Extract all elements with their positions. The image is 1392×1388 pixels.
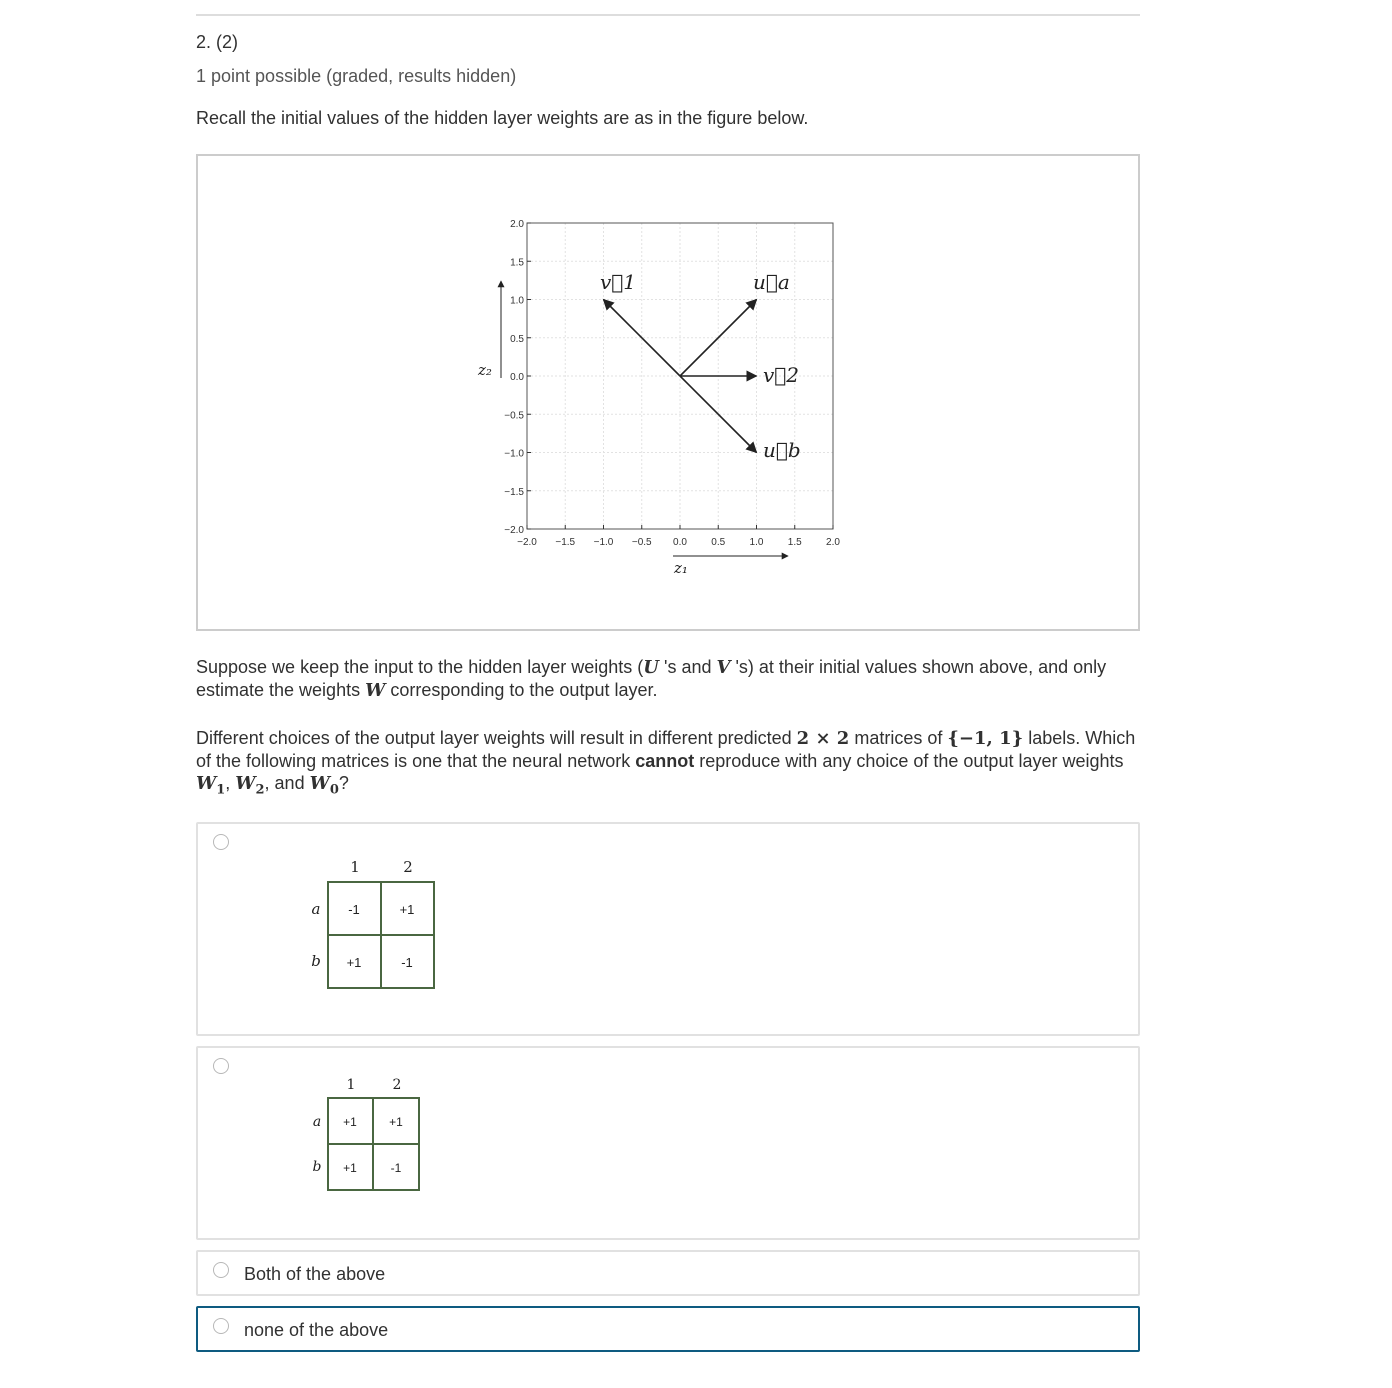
option-4-label: none of the above [244,1320,389,1340]
paragraph-hidden-weights [196,656,1146,702]
x-tick-label: 1.0 [749,537,764,548]
option-3[interactable] [196,1250,1140,1296]
option-2-matrix [198,1048,1138,1238]
col-header-1: 1 [350,858,360,876]
intro-text: Recall the initial values of the hidden layer weights are as in the figure below. [196,108,809,128]
row-header-a: a [311,900,321,918]
option-1[interactable] [196,822,1140,1036]
ua-label: u⃗a [753,270,790,294]
x-tick-label: 1.5 [787,537,802,548]
x-tick-label: −1.5 [555,537,576,548]
option-4-radio[interactable] [213,1318,229,1334]
cell-a1: -1 [348,902,360,917]
p1-text-2: 's and [664,657,717,677]
math-dims: 2 × 2 [796,728,850,749]
p1-text-3: 's) at their initial values shown above, and only estimate the weights [196,657,1107,700]
paragraph-question [196,727,1146,802]
col-header-1: 1 [346,1077,356,1093]
y-tick-label: 1.0 [510,295,524,307]
y-tick-label: −2.0 [504,525,524,536]
p2-text-3: labels. Which of the following matrices is one that the neural network [196,728,1136,771]
option-3-radio[interactable] [213,1262,229,1278]
option-4[interactable] [196,1306,1140,1352]
y-tick-label: 2.0 [510,219,524,230]
math-V: V [716,657,731,678]
p1-text-4: corresponding to the output layer. [385,680,658,700]
p2-sep-2: , and [264,773,310,793]
math-W0: W [309,773,330,794]
question-number: 2. (2) [196,32,239,52]
option-3-label: Both of the above [244,1264,386,1284]
math-W: W [365,680,386,701]
y-tick-label: 0.5 [510,333,524,345]
v1-label: v⃗1 [600,270,637,294]
col-header-2: 2 [392,1077,402,1093]
cell-a1: +1 [343,1115,357,1129]
p2-end: ? [338,773,349,793]
v2-label: v⃗2 [763,363,800,387]
x-tick-label: −2.0 [517,537,537,548]
math-W0-sub: 0 [329,782,339,798]
points-info: 1 point possible (graded, results hidden) [196,66,517,86]
y-tick-label: −1.5 [504,486,524,498]
cell-b2: -1 [390,1161,402,1175]
y-axis-label: z₂ [478,361,492,379]
cell-b1: +1 [346,955,362,970]
math-U: U [643,657,659,678]
option-1-matrix [198,824,1138,1034]
col-header-2: 2 [403,858,413,876]
row-header-b: b [312,1159,322,1175]
p2-sep-1: , [225,773,236,793]
p2-bold-cannot: cannot [635,751,695,771]
p2-text-2: matrices of [849,728,948,748]
math-W2: W [235,773,256,794]
cell-a2: +1 [399,902,415,917]
figure-container [196,154,1140,631]
top-divider [196,14,1140,16]
x-tick-labels [517,525,840,548]
y-tick-label: −1.0 [504,448,524,460]
cell-a2: +1 [389,1115,403,1129]
ub-label: u⃗b [763,438,801,462]
math-W1: W [196,773,217,794]
p1-text-1: Suppose we keep the input to the hidden layer weights ( [196,657,644,677]
y-tick-label: 1.5 [510,257,524,269]
x-tick-label: 2.0 [826,537,840,548]
y-tick-label: −0.5 [504,410,524,422]
p2-text-1: Different choices of the output layer weights will result in different predicted [196,728,797,748]
option-2[interactable] [196,1046,1140,1240]
p2-text-4: reproduce with any choice of the output layer weights [694,751,1124,771]
math-W1-sub: 1 [216,782,226,798]
y-tick-label: 0.0 [510,372,524,383]
x-tick-label: −1.0 [593,537,614,548]
row-header-a: a [312,1114,322,1130]
row-header-b: b [311,952,321,970]
math-W2-sub: 2 [255,782,265,798]
cell-b1: +1 [343,1161,357,1175]
vector-arrows [604,300,757,453]
x-tick-label: −0.5 [631,537,652,548]
weights-plot [198,156,1138,629]
x-tick-label: 0.5 [711,537,726,548]
x-tick-label: 0.0 [673,537,687,548]
math-set: {−1, 1} [947,728,1024,749]
x-axis-label: z₁ [674,559,688,577]
cell-b2: -1 [401,955,413,970]
